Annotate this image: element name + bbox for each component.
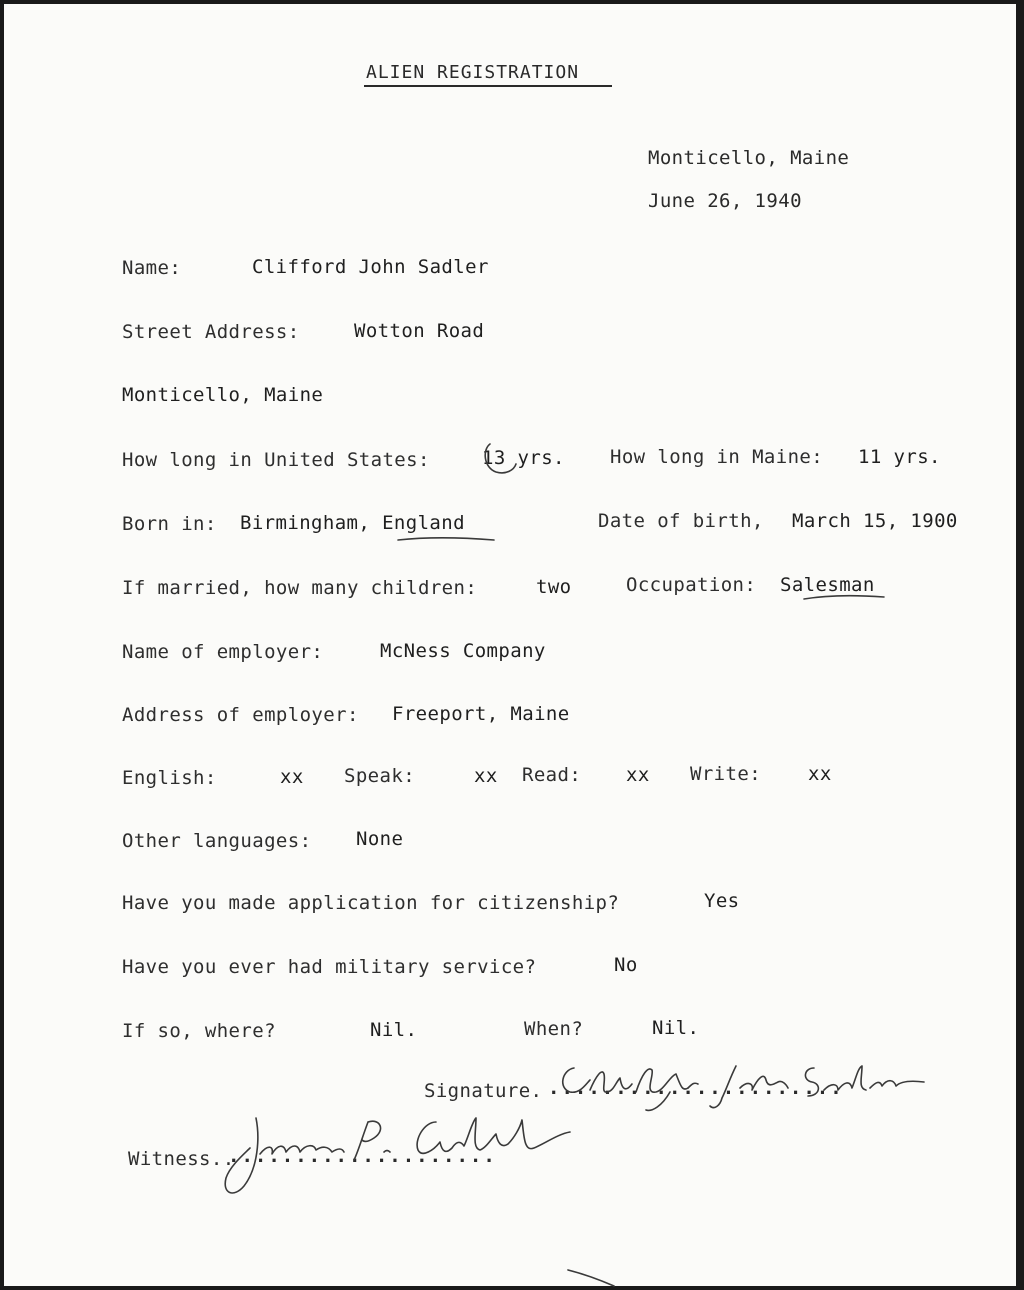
other-languages-value: None [356,828,404,850]
employer-label: Name of employer: [122,641,324,663]
name-label: Name: [122,257,182,279]
witness-line: .................... [228,1145,497,1167]
occupation-label: Occupation: [626,574,757,596]
speak-label: Speak: [344,765,416,787]
employer-address-value: Freeport, Maine [392,703,570,725]
born-label: Born in: [122,513,217,535]
speak-value: xx [474,765,498,787]
form-title: ALIEN REGISTRATION [366,62,580,83]
employer-value: McNess Company [380,640,546,662]
maine-duration-value: 11 yrs. [858,446,941,468]
english-label: English: [122,767,217,789]
dob-label: Date of birth, [598,510,764,532]
children-value: two [536,576,572,598]
city-value: Monticello, Maine [122,384,324,406]
when-label: When? [524,1018,584,1040]
underline-mark-icon [802,592,886,604]
underline-mark-icon [396,534,496,546]
registration-form-page [4,4,1016,1286]
english-value: xx [280,766,304,788]
applicant-signature-icon [552,1054,936,1114]
write-label: Write: [690,763,762,785]
read-label: Read: [522,764,582,786]
witness-label: Witness.. [128,1148,235,1170]
circle-mark-icon [480,440,522,480]
date-heading: June 26, 1940 [648,190,802,212]
children-label: If married, how many children: [122,577,478,599]
born-value: Birmingham, England [240,512,465,534]
maine-duration-label: How long in Maine: [610,446,824,468]
when-value: Nil. [652,1017,700,1039]
scan-mark-icon [564,1264,624,1288]
place-heading: Monticello, Maine [648,147,850,169]
occupation-value: Salesman [780,574,875,596]
write-value: xx [808,763,832,785]
street-label: Street Address: [122,321,300,343]
read-value: xx [626,764,650,786]
us-duration-label: How long in United States: [122,449,430,471]
where-label: If so, where? [122,1020,276,1042]
employer-address-label: Address of employer: [122,704,359,726]
witness-signature-icon [214,1108,574,1200]
us-duration-value: 13 yrs. [482,447,565,469]
where-value: Nil. [370,1019,418,1041]
other-languages-label: Other languages: [122,830,312,852]
street-value: Wotton Road [354,320,485,342]
citizenship-value: Yes [704,890,740,912]
title-underline [364,85,612,87]
dob-value: March 15, 1900 [792,510,958,532]
military-value: No [614,954,638,976]
name-value: Clifford John Sadler [252,256,489,278]
signature-line: ...................... [548,1077,844,1099]
signature-label: Signature. [424,1080,543,1102]
military-label: Have you ever had military service? [122,956,537,978]
citizenship-label: Have you made application for citizenship? [122,892,620,914]
